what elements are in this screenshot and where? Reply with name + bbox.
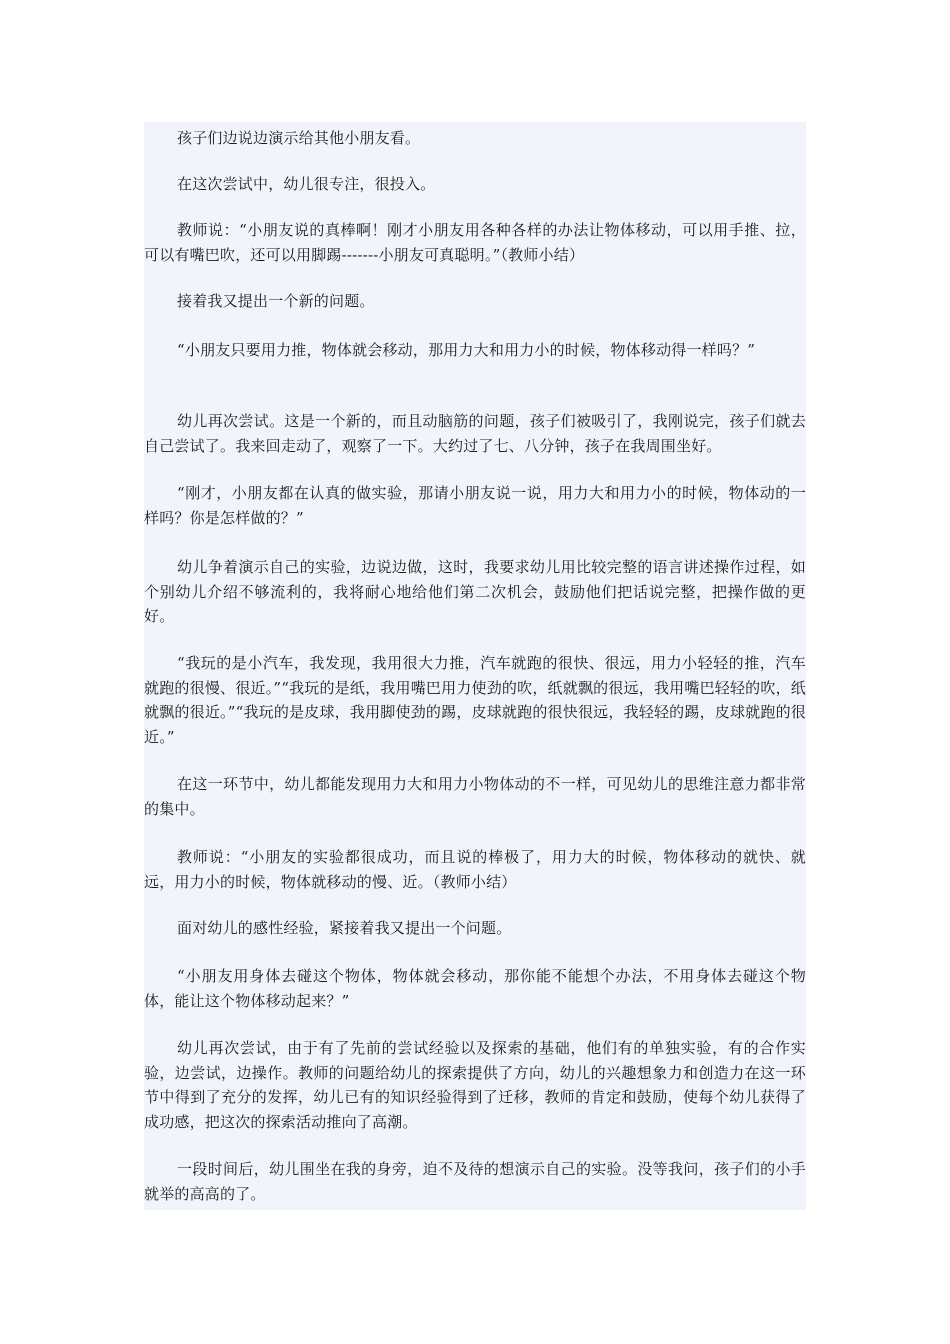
document-text-block xyxy=(144,122,806,1210)
paragraph: 教师说：“小朋友说的真棒啊！刚才小朋友用各种各样的办法让物体移动，可以用手推、拉，可以有嘴巴吹，还可以用脚踢-------小朋友可真聪明。”（教师小结） xyxy=(144,221,806,264)
paragraph: 在这一环节中，幼儿都能发现用力大和用力小物体动的不一样，可见幼儿的思维注意力都非常的集中。 xyxy=(144,775,806,818)
paragraph: 幼儿再次尝试。这是一个新的，而且动脑筋的问题，孩子们被吸引了，我刚说完，孩子们就去自己尝试了。我来回走动了，观察了一下。大约过了七、八分钟，孩子在我周围坐好。 xyxy=(144,412,806,455)
paragraph: “我玩的是小汽车，我发现，我用很大力推，汽车就跑的很快、很远，用力小轻轻的推，汽车就跑的很慢、很近。”“我玩的是纸，我用嘴巴用力使劲的吹，纸就飘的很远，我用嘴巴轻轻的吹，纸就飘的很近。”“我玩的是皮球，我用脚使劲的踢，皮球就跑的很快很远，我轻轻的踢，皮球就跑的很近。” xyxy=(144,654,806,746)
paragraph: 教师说：“小朋友的实验都很成功，而且说的棒极了，用力大的时候，物体移动的就快、就远，用力小的时候，物体就移动的慢、近。（教师小结） xyxy=(144,848,806,891)
paragraph: 一段时间后，幼儿围坐在我的身旁，迫不及待的想演示自己的实验。没等我问，孩子们的小手就举的高高的了。 xyxy=(144,1160,806,1203)
paragraph: 幼儿再次尝试，由于有了先前的尝试经验以及探索的基础，他们有的单独实验，有的合作实验，边尝试，边操作。教师的问题给幼儿的探索提供了方向，幼儿的兴趣想象力和创造力在这一环节中得到了充分的发挥，幼儿已有的知识经验得到了迁移，教师的肯定和鼓励，使每个幼儿获得了成功感，把这次的探索活动推向了高潮。 xyxy=(144,1039,806,1131)
paragraph: 接着我又提出一个新的问题。 xyxy=(177,292,375,310)
paragraph: 幼儿争着演示自己的实验，边说边做，这时，我要求幼儿用比较完整的语言讲述操作过程，如个别幼儿介绍不够流利的，我将耐心地给他们第二次机会，鼓励他们把话说完整，把操作做的更好。 xyxy=(144,558,806,625)
paragraph: 面对幼儿的感性经验，紧接着我又提出一个问题。 xyxy=(177,919,512,937)
paragraph: 在这次尝试中，幼儿很专注，很投入。 xyxy=(177,175,436,193)
paragraph: “刚才，小朋友都在认真的做实验，那请小朋友说一说，用力大和用力小的时候，物体动的一样吗？你是怎样做的？” xyxy=(144,484,806,527)
paragraph: “小朋友用身体去碰这个物体，物体就会移动，那你能不能想个办法，不用身体去碰这个物体，能让这个物体移动起来？” xyxy=(144,967,806,1010)
paragraph: “小朋友只要用力推，物体就会移动，那用力大和用力小的时候，物体移动得一样吗？” xyxy=(177,341,756,359)
paragraph: 孩子们边说边演示给其他小朋友看。 xyxy=(177,129,421,147)
